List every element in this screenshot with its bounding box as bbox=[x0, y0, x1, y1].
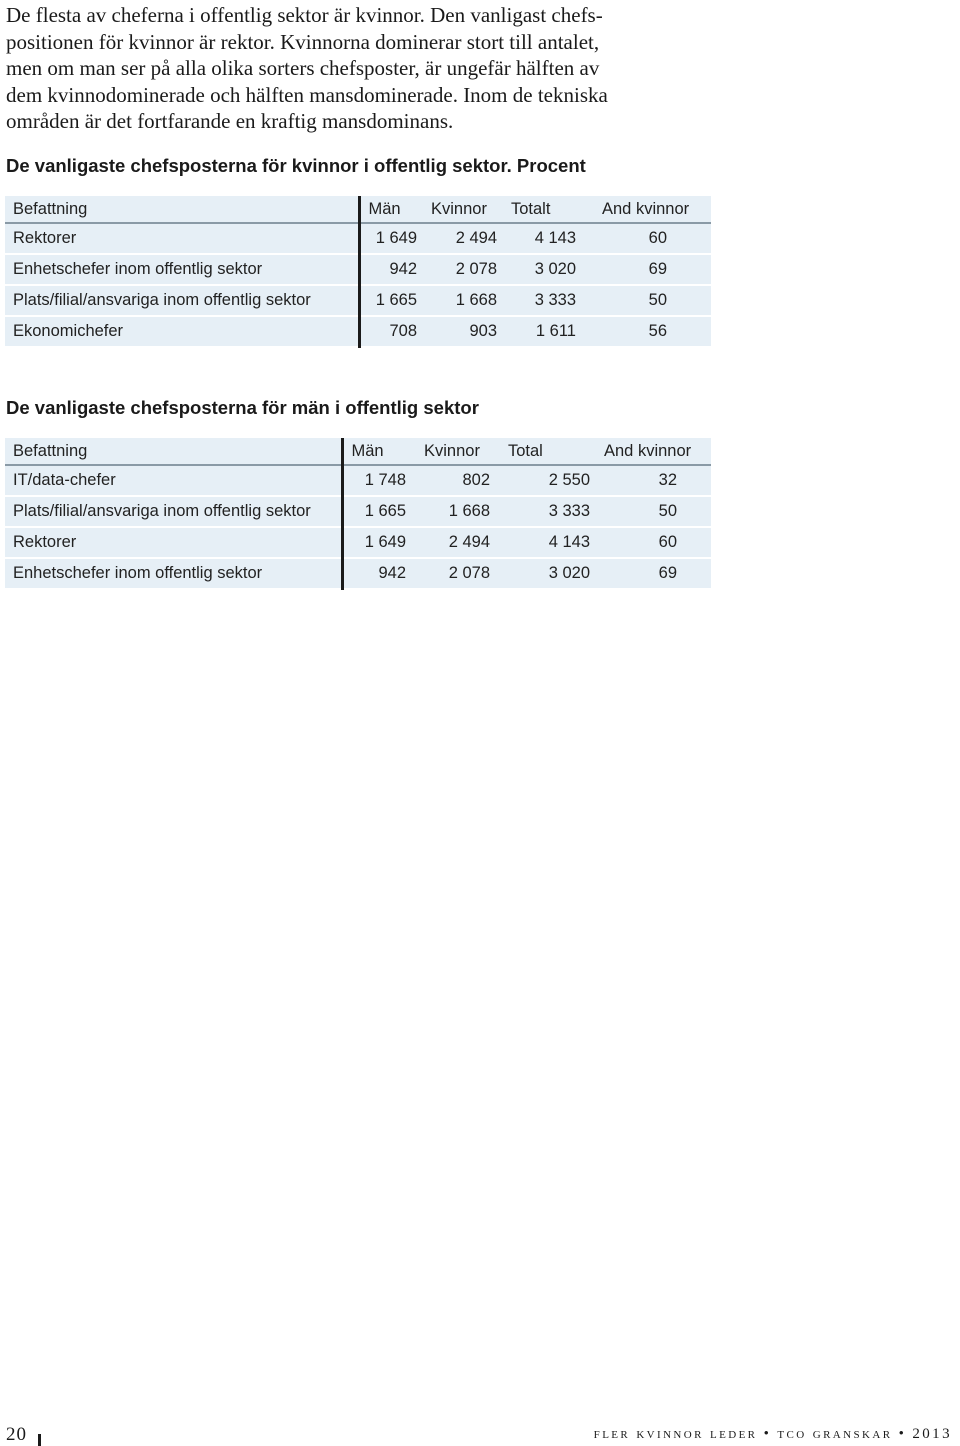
cell-kvinnor: 802 bbox=[412, 465, 496, 496]
cell-befattning: Enhetschefer inom offentlig sektor bbox=[5, 558, 342, 589]
intro-line: positionen för kvinnor är rektor. Kvinnorna dominerar stort till antalet, bbox=[6, 29, 600, 54]
cell-and-kvinnor: 56 bbox=[582, 316, 711, 347]
table1-title: De vanligaste chefsposterna för kvinnor i offentlig sektor. Procent bbox=[6, 155, 586, 176]
cell-and-kvinnor: 60 bbox=[596, 527, 711, 558]
table-row bbox=[5, 465, 711, 496]
cell-man: 1 649 bbox=[342, 527, 412, 558]
table-row bbox=[5, 496, 711, 527]
cell-befattning: Rektorer bbox=[5, 527, 342, 558]
table-header-row bbox=[5, 438, 711, 465]
intro-line: dem kvinnodominerade och hälften mansdominerade. Inom de tekniska bbox=[6, 82, 608, 107]
header-kvinnor: Kvinnor bbox=[412, 438, 496, 465]
cell-befattning: Rektorer bbox=[5, 223, 359, 254]
cell-kvinnor: 2 494 bbox=[423, 223, 503, 254]
table-women-positions bbox=[5, 196, 711, 348]
header-and-kvinnor: And kvinnor bbox=[596, 438, 711, 465]
cell-and-kvinnor: 32 bbox=[596, 465, 711, 496]
cell-man: 1 665 bbox=[342, 496, 412, 527]
header-man: Män bbox=[359, 196, 423, 223]
header-befattning: Befattning bbox=[5, 196, 359, 223]
header-totalt: Totalt bbox=[503, 196, 582, 223]
cell-total: 3 020 bbox=[496, 558, 596, 589]
page-number: 20 bbox=[6, 1424, 27, 1445]
cell-total: 4 143 bbox=[496, 527, 596, 558]
header-befattning: Befattning bbox=[5, 438, 342, 465]
table2-title: De vanligaste chefsposterna för män i offentlig sektor bbox=[6, 397, 479, 418]
intro-paragraph bbox=[6, 2, 706, 135]
cell-totalt: 1 611 bbox=[503, 316, 582, 347]
intro-line: men om man ser på alla olika sorters chefsposter, är ungefär hälften av bbox=[6, 56, 600, 80]
cell-and-kvinnor: 60 bbox=[582, 223, 711, 254]
cell-kvinnor: 2 078 bbox=[412, 558, 496, 589]
footer-publication: fler kvinnor leder • tco granskar • 2013 bbox=[593, 1426, 952, 1442]
table-row bbox=[5, 558, 711, 589]
table-row bbox=[5, 285, 711, 316]
table-header-row bbox=[5, 196, 711, 223]
cell-kvinnor: 2 078 bbox=[423, 254, 503, 285]
header-man: Män bbox=[342, 438, 412, 465]
header-and-kvinnor: And kvinnor bbox=[582, 196, 711, 223]
cell-totalt: 3 333 bbox=[503, 285, 582, 316]
cell-total: 3 333 bbox=[496, 496, 596, 527]
cell-man: 1 649 bbox=[359, 223, 423, 254]
cell-befattning: Ekonomichefer bbox=[5, 316, 359, 347]
table-row bbox=[5, 527, 711, 558]
cell-kvinnor: 1 668 bbox=[412, 496, 496, 527]
cell-man: 1 665 bbox=[359, 285, 423, 316]
cell-man: 942 bbox=[359, 254, 423, 285]
intro-line: De flesta av cheferna i offentlig sektor är kvinnor. Den vanligast chefs- bbox=[6, 3, 603, 27]
cell-total: 2 550 bbox=[496, 465, 596, 496]
cell-man: 708 bbox=[359, 316, 423, 347]
cell-and-kvinnor: 50 bbox=[582, 285, 711, 316]
cell-and-kvinnor: 69 bbox=[582, 254, 711, 285]
cell-befattning: Plats/filial/ansvariga inom offentlig sektor bbox=[5, 496, 342, 527]
cell-kvinnor: 1 668 bbox=[423, 285, 503, 316]
cell-kvinnor: 903 bbox=[423, 316, 503, 347]
cell-and-kvinnor: 50 bbox=[596, 496, 711, 527]
cell-man: 1 748 bbox=[342, 465, 412, 496]
cell-and-kvinnor: 69 bbox=[596, 558, 711, 589]
cell-totalt: 4 143 bbox=[503, 223, 582, 254]
cell-totalt: 3 020 bbox=[503, 254, 582, 285]
table-row bbox=[5, 254, 711, 285]
cell-befattning: Enhetschefer inom offentlig sektor bbox=[5, 254, 359, 285]
footer-divider bbox=[38, 1434, 41, 1446]
intro-line: områden är det fortfarande en kraftig mansdominans. bbox=[6, 109, 454, 133]
header-kvinnor: Kvinnor bbox=[423, 196, 503, 223]
header-total: Total bbox=[496, 438, 596, 465]
table-row bbox=[5, 316, 711, 347]
table-men-positions bbox=[5, 438, 711, 590]
cell-befattning: Plats/filial/ansvariga inom offentlig sektor bbox=[5, 285, 359, 316]
cell-man: 942 bbox=[342, 558, 412, 589]
cell-kvinnor: 2 494 bbox=[412, 527, 496, 558]
cell-befattning: IT/data-chefer bbox=[5, 465, 342, 496]
table-row bbox=[5, 223, 711, 254]
